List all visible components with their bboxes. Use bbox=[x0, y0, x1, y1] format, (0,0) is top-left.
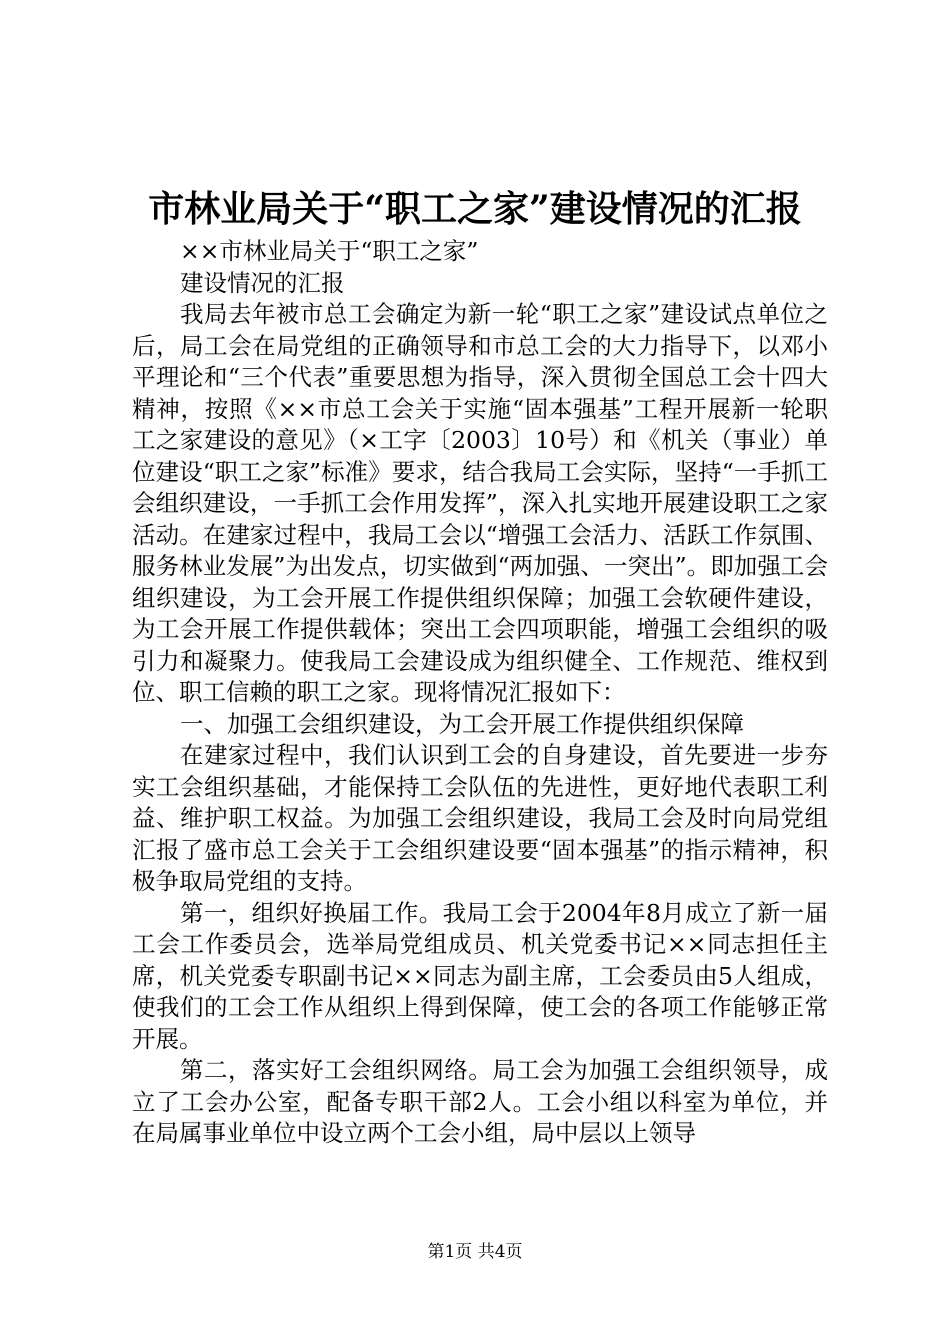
document-body bbox=[132, 236, 828, 1150]
paragraph: ××市林业局关于“职工之家” bbox=[180, 237, 479, 265]
section-heading: 一、加强工会组织建设，为工会开展工作提供组织保障 bbox=[180, 709, 744, 738]
paragraph: 我局去年被市总工会确定为新一轮“职工之家”建设试点单位之后，局工会在局党组的正确领导和市总工会的大力指导下，以邓小平理论和“三个代表”重要思想为指导，深入贯彻全国总工会十四大精神，按照《××市总工会关于实施“固本强基”工程开展新一轮职工之家建设的意见》（×工字〔2003〕10号）和《机关（事业）单位建设“职工之家”标准》要求，结合我局工会实际，坚持“一手抓工会组织建设，一手抓工会作用发挥”，深入扎实地开展建设职工之家活动。在建家过程中，我局工会以“增强工会活力、活跃工作氛围、服务林业发展”为出发点，切实做到“两加强、一突出”。即加强工会组织建设，为工会开展工作提供组织保障；加强工会软硬件建设，为工会开展工作提供载体；突出工会四项职能，增强工会组织的吸引力和凝聚力。使我局工会建设成为组织健全、工作规范、维权到位、职工信赖的职工之家。现将情况汇报如下： bbox=[132, 300, 828, 706]
page-footer: 第1页 共4页 bbox=[427, 1242, 523, 1262]
document-title: 市林业局关于“职工之家”建设情况的汇报 bbox=[148, 188, 802, 230]
paragraph: 建设情况的汇报 bbox=[180, 268, 345, 297]
paragraph: 第一，组织好换届工作。我局工会于2004年8月成立了新一届工会工作委员会，选举局党组成员、机关党委书记××同志担任主席，机关党委专职副书记××同志为副主席，工会委员由5人组成，使我们的工会工作从组织上得到保障，使工会的各项工作能够正常开展。 bbox=[132, 898, 828, 1053]
paragraph: 在建家过程中，我们认识到工会的自身建设，首先要进一步夯实工会组织基础，才能保持工会队伍的先进性，更好地代表职工利益、维护职工权益。为加强工会组织建设，我局工会及时向局党组汇报了盛市总工会关于工会组织建设要“固本强基”的指示精神，积极争取局党组的支持。 bbox=[132, 741, 828, 895]
paragraph: 第二，落实好工会组织网络。局工会为加强工会组织领导，成立了工会办公室，配备专职干部2人。工会小组以科室为单位，并在局属事业单位中设立两个工会小组，局中层以上领导 bbox=[132, 1056, 828, 1147]
